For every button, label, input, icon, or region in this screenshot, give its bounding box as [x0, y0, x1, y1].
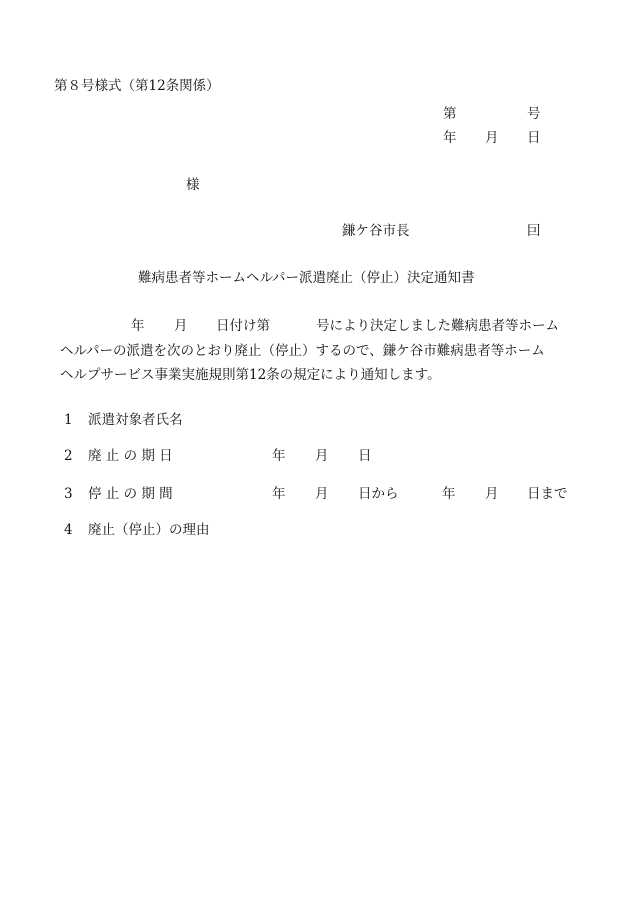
ref-go: 号 — [527, 106, 541, 122]
item-3-number: 3 — [64, 486, 73, 502]
item-4-label: 廃止（停止）の理由 — [88, 522, 210, 538]
item-2-month: 月 — [315, 448, 329, 464]
body-line1-month: 月 — [174, 318, 188, 334]
item-3-year-end: 年 — [442, 486, 456, 502]
date-year: 年 — [443, 130, 457, 146]
item-3-from: 日から — [358, 486, 399, 502]
date-month: 月 — [485, 130, 499, 146]
body-line3: ヘルプサービス事業実施規則第12条の規定により通知します。 — [60, 367, 441, 383]
seal-mark: 囙 — [527, 223, 541, 239]
date-day: 日 — [527, 130, 541, 146]
form-label: 第８号様式（第12条関係） — [54, 78, 220, 94]
ref-dai: 第 — [443, 106, 457, 122]
item-1-label: 派遣対象者氏名 — [88, 412, 183, 428]
item-4-number: 4 — [64, 522, 73, 538]
body-line1-year: 年 — [131, 318, 145, 334]
recipient-suffix: 様 — [186, 177, 200, 193]
item-2-label: 廃 止 の 期 日 — [88, 448, 173, 464]
item-2-year: 年 — [272, 448, 286, 464]
body-line1-dai: 日付け第 — [216, 318, 270, 334]
item-1-number: 1 — [64, 412, 73, 428]
body-line2: ヘルパーの派遣を次のとおり廃止（停止）するので、鎌ケ谷市難病患者等ホーム — [60, 343, 545, 359]
issuer-name: 鎌ケ谷市長 — [342, 223, 410, 239]
item-2-number: 2 — [64, 448, 73, 464]
body-line1-rest: 号により決定しました難病患者等ホーム — [316, 318, 559, 334]
item-2-day: 日 — [358, 448, 372, 464]
document-title: 難病患者等ホームヘルパー派遣廃止（停止）決定通知書 — [138, 270, 475, 286]
item-3-month: 月 — [315, 486, 329, 502]
item-3-to: 日まで — [527, 486, 568, 502]
item-3-year: 年 — [272, 486, 286, 502]
item-3-month-end: 月 — [485, 486, 499, 502]
item-3-label: 停 止 の 期 間 — [88, 486, 173, 502]
